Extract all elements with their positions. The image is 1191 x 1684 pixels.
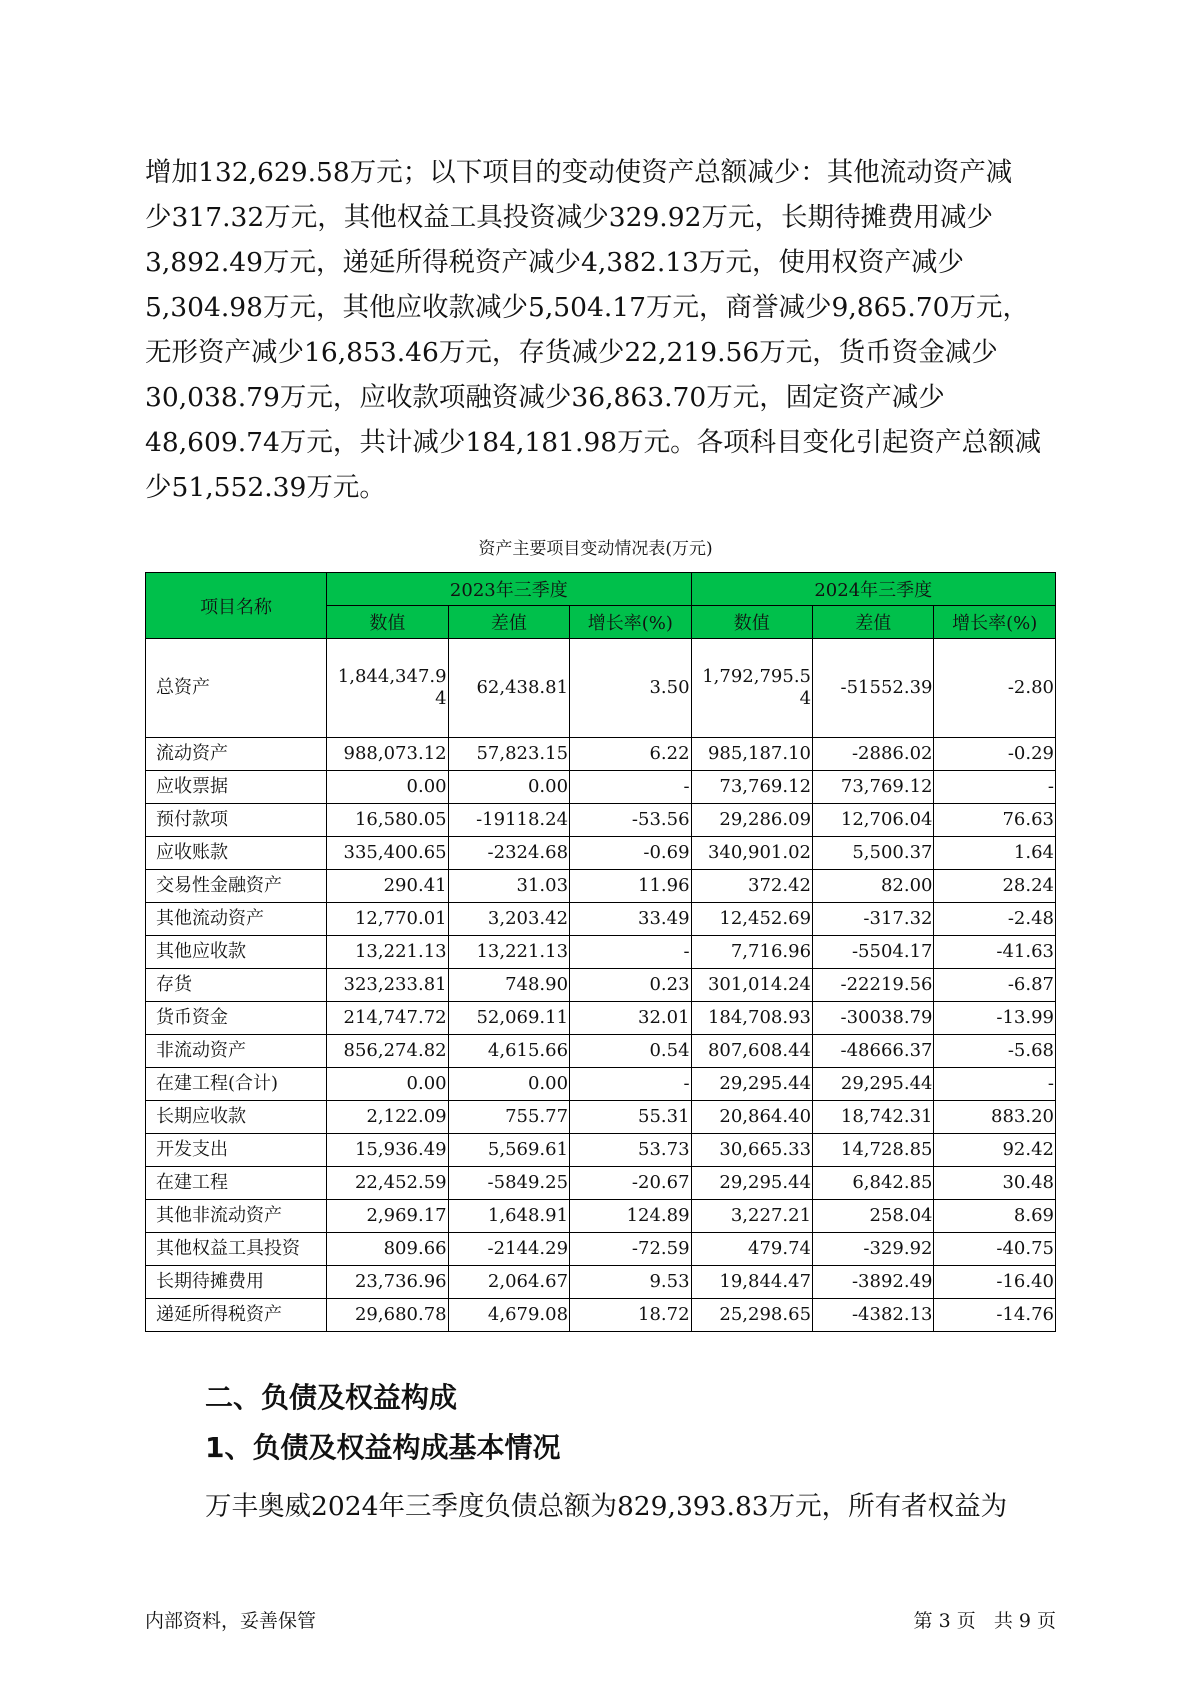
- row-value-cell: 883.20: [934, 1101, 1056, 1134]
- row-value-cell: 53.73: [570, 1134, 691, 1167]
- row-item-name: 长期待摊费用: [146, 1266, 327, 1299]
- asset-change-table: [145, 572, 1056, 1332]
- row-value-cell: 290.41: [327, 870, 448, 903]
- row-value-cell: 8.69: [934, 1200, 1056, 1233]
- row-value-cell: 988,073.12: [327, 738, 448, 771]
- row-item-name: 其他流动资产: [146, 903, 327, 936]
- row-value-cell: 0.54: [570, 1035, 691, 1068]
- header-diff-2023: 差值: [448, 606, 569, 639]
- row-value-cell: -5.68: [934, 1035, 1056, 1068]
- header-value-2024: 数值: [691, 606, 812, 639]
- tail-paragraph: [205, 1484, 1065, 1529]
- header-value-2023: 数值: [327, 606, 448, 639]
- header-period-2024: 2024年三季度: [691, 573, 1055, 606]
- intro-line: 少317.32万元，其他权益工具投资减少329.92万元，长期待摊费用减少: [145, 202, 993, 233]
- table-row: [146, 903, 1056, 936]
- row-value-cell: -: [570, 1068, 691, 1101]
- row-value-cell: 0.00: [327, 1068, 448, 1101]
- row-item-name: 货币资金: [146, 1002, 327, 1035]
- row-item-name: 在建工程(合计): [146, 1068, 327, 1101]
- row-item-name: 其他权益工具投资: [146, 1233, 327, 1266]
- row-value-cell: 1,648.91: [448, 1200, 569, 1233]
- row-item-name: 存货: [146, 969, 327, 1002]
- table-row: [146, 1068, 1056, 1101]
- row-item-name: 长期应收款: [146, 1101, 327, 1134]
- table-row: [146, 969, 1056, 1002]
- row-value-cell: 1,844,347.94: [327, 639, 448, 738]
- row-value-cell: 15,936.49: [327, 1134, 448, 1167]
- table-row: [146, 738, 1056, 771]
- row-item-name: 总资产: [146, 639, 327, 738]
- row-value-cell: 3,227.21: [691, 1200, 812, 1233]
- row-value-cell: -5504.17: [813, 936, 934, 969]
- row-value-cell: -48666.37: [813, 1035, 934, 1068]
- row-value-cell: -41.63: [934, 936, 1056, 969]
- row-value-cell: -40.75: [934, 1233, 1056, 1266]
- row-value-cell: 372.42: [691, 870, 812, 903]
- row-value-cell: 29,295.44: [691, 1167, 812, 1200]
- row-value-cell: 11.96: [570, 870, 691, 903]
- row-item-name: 非流动资产: [146, 1035, 327, 1068]
- row-value-cell: 18,742.31: [813, 1101, 934, 1134]
- row-value-cell: -0.29: [934, 738, 1056, 771]
- row-value-cell: -16.40: [934, 1266, 1056, 1299]
- table-row: [146, 837, 1056, 870]
- row-value-cell: 479.74: [691, 1233, 812, 1266]
- table-row: [146, 1035, 1056, 1068]
- intro-line: 少51,552.39万元。: [145, 472, 386, 503]
- row-value-cell: 73,769.12: [813, 771, 934, 804]
- row-value-cell: -30038.79: [813, 1002, 934, 1035]
- intro-line: 30,038.79万元，应收款项融资减少36,863.70万元，固定资产减少: [145, 382, 945, 413]
- table-body: [146, 639, 1056, 1332]
- row-value-cell: 32.01: [570, 1002, 691, 1035]
- row-value-cell: -22219.56: [813, 969, 934, 1002]
- table-row: [146, 1200, 1056, 1233]
- row-value-cell: -: [570, 771, 691, 804]
- header-period-2023: 2023年三季度: [327, 573, 691, 606]
- row-value-cell: 856,274.82: [327, 1035, 448, 1068]
- row-value-cell: 9.53: [570, 1266, 691, 1299]
- row-value-cell: 4,679.08: [448, 1299, 569, 1332]
- table-row: [146, 1233, 1056, 1266]
- row-value-cell: -5849.25: [448, 1167, 569, 1200]
- row-value-cell: 809.66: [327, 1233, 448, 1266]
- row-value-cell: 29,680.78: [327, 1299, 448, 1332]
- row-value-cell: 57,823.15: [448, 738, 569, 771]
- row-value-cell: 0.00: [327, 771, 448, 804]
- table-row: [146, 639, 1056, 738]
- row-value-cell: 28.24: [934, 870, 1056, 903]
- row-value-cell: 258.04: [813, 1200, 934, 1233]
- row-value-cell: 23,736.96: [327, 1266, 448, 1299]
- row-value-cell: 2,969.17: [327, 1200, 448, 1233]
- row-value-cell: 184,708.93: [691, 1002, 812, 1035]
- row-value-cell: 16,580.05: [327, 804, 448, 837]
- tail-text: 万丰奥威2024年三季度负债总额为829,393.83万元，所有者权益为: [205, 1491, 1008, 1522]
- row-value-cell: 30,665.33: [691, 1134, 812, 1167]
- row-value-cell: 55.31: [570, 1101, 691, 1134]
- row-value-cell: 1,792,795.54: [691, 639, 812, 738]
- row-value-cell: 335,400.65: [327, 837, 448, 870]
- row-value-cell: 29,286.09: [691, 804, 812, 837]
- row-value-cell: 4,615.66: [448, 1035, 569, 1068]
- intro-line: 增加132,629.58万元；以下项目的变动使资产总额减少：其他流动资产减: [145, 157, 1013, 188]
- row-value-cell: 19,844.47: [691, 1266, 812, 1299]
- subsection-heading: 1、负债及权益构成基本情况: [205, 1431, 561, 1464]
- row-value-cell: -53.56: [570, 804, 691, 837]
- row-item-name: 开发支出: [146, 1134, 327, 1167]
- row-value-cell: 22,452.59: [327, 1167, 448, 1200]
- table-row: [146, 1002, 1056, 1035]
- row-value-cell: 73,769.12: [691, 771, 812, 804]
- intro-paragraph: [145, 150, 1055, 510]
- row-value-cell: 2,064.67: [448, 1266, 569, 1299]
- intro-line: 无形资产减少16,853.46万元，存货减少22,219.56万元，货币资金减少: [145, 337, 998, 368]
- table-caption: 资产主要项目变动情况表(万元): [478, 539, 713, 559]
- row-value-cell: 76.63: [934, 804, 1056, 837]
- table-row: [146, 1134, 1056, 1167]
- row-value-cell: 18.72: [570, 1299, 691, 1332]
- row-value-cell: 52,069.11: [448, 1002, 569, 1035]
- row-item-name: 其他应收款: [146, 936, 327, 969]
- table-row: [146, 936, 1056, 969]
- header-growth-2024: 增长率(%): [934, 606, 1056, 639]
- row-value-cell: 755.77: [448, 1101, 569, 1134]
- row-item-name: 递延所得税资产: [146, 1299, 327, 1332]
- row-value-cell: -: [934, 1068, 1056, 1101]
- table-row: [146, 1101, 1056, 1134]
- row-value-cell: 0.23: [570, 969, 691, 1002]
- section-heading: 二、负债及权益构成: [205, 1381, 458, 1414]
- row-value-cell: 0.00: [448, 1068, 569, 1101]
- table-row: [146, 1266, 1056, 1299]
- row-value-cell: 323,233.81: [327, 969, 448, 1002]
- row-value-cell: -2324.68: [448, 837, 569, 870]
- row-value-cell: 13,221.13: [327, 936, 448, 969]
- row-item-name: 在建工程: [146, 1167, 327, 1200]
- row-value-cell: -2886.02: [813, 738, 934, 771]
- header-growth-2023: 增长率(%): [570, 606, 691, 639]
- table-row: [146, 804, 1056, 837]
- row-value-cell: 92.42: [934, 1134, 1056, 1167]
- header-item-name: 项目名称: [146, 573, 327, 639]
- row-value-cell: -20.67: [570, 1167, 691, 1200]
- footer-page-number: 第 3 页 共 9 页: [913, 1610, 1056, 1632]
- row-value-cell: 14,728.85: [813, 1134, 934, 1167]
- row-value-cell: 30.48: [934, 1167, 1056, 1200]
- intro-line: 48,609.74万元，共计减少184,181.98万元。各项科目变化引起资产总额减: [145, 427, 1042, 458]
- row-value-cell: 5,500.37: [813, 837, 934, 870]
- row-item-name: 应收票据: [146, 771, 327, 804]
- row-value-cell: -6.87: [934, 969, 1056, 1002]
- table-row: [146, 870, 1056, 903]
- row-value-cell: -3892.49: [813, 1266, 934, 1299]
- row-value-cell: 25,298.65: [691, 1299, 812, 1332]
- row-value-cell: 13,221.13: [448, 936, 569, 969]
- row-value-cell: -19118.24: [448, 804, 569, 837]
- row-item-name: 流动资产: [146, 738, 327, 771]
- row-value-cell: 5,569.61: [448, 1134, 569, 1167]
- row-value-cell: -4382.13: [813, 1299, 934, 1332]
- row-value-cell: 20,864.40: [691, 1101, 812, 1134]
- row-value-cell: 2,122.09: [327, 1101, 448, 1134]
- row-value-cell: -2.80: [934, 639, 1056, 738]
- row-value-cell: 33.49: [570, 903, 691, 936]
- row-value-cell: 0.00: [448, 771, 569, 804]
- header-diff-2024: 差值: [813, 606, 934, 639]
- row-value-cell: 6,842.85: [813, 1167, 934, 1200]
- row-item-name: 其他非流动资产: [146, 1200, 327, 1233]
- row-value-cell: -: [570, 936, 691, 969]
- row-value-cell: 12,770.01: [327, 903, 448, 936]
- row-value-cell: -: [934, 771, 1056, 804]
- row-value-cell: 7,716.96: [691, 936, 812, 969]
- row-value-cell: 340,901.02: [691, 837, 812, 870]
- row-value-cell: 124.89: [570, 1200, 691, 1233]
- row-value-cell: -317.32: [813, 903, 934, 936]
- row-value-cell: -0.69: [570, 837, 691, 870]
- row-item-name: 应收账款: [146, 837, 327, 870]
- row-value-cell: 748.90: [448, 969, 569, 1002]
- table-row: [146, 1167, 1056, 1200]
- row-value-cell: -14.76: [934, 1299, 1056, 1332]
- row-value-cell: 62,438.81: [448, 639, 569, 738]
- row-value-cell: 301,014.24: [691, 969, 812, 1002]
- row-value-cell: -329.92: [813, 1233, 934, 1266]
- row-value-cell: 807,608.44: [691, 1035, 812, 1068]
- row-value-cell: 29,295.44: [691, 1068, 812, 1101]
- row-value-cell: 985,187.10: [691, 738, 812, 771]
- row-value-cell: 3.50: [570, 639, 691, 738]
- row-value-cell: 1.64: [934, 837, 1056, 870]
- row-value-cell: 3,203.42: [448, 903, 569, 936]
- row-value-cell: -2144.29: [448, 1233, 569, 1266]
- row-item-name: 预付款项: [146, 804, 327, 837]
- row-value-cell: -2.48: [934, 903, 1056, 936]
- footer-confidential: 内部资料，妥善保管: [145, 1610, 317, 1632]
- row-value-cell: 6.22: [570, 738, 691, 771]
- row-value-cell: -51552.39: [813, 639, 934, 738]
- intro-line: 5,304.98万元，其他应收款减少5,504.17万元，商誉减少9,865.70万元，: [145, 292, 1030, 323]
- row-value-cell: 31.03: [448, 870, 569, 903]
- row-value-cell: 12,706.04: [813, 804, 934, 837]
- row-value-cell: 214,747.72: [327, 1002, 448, 1035]
- row-item-name: 交易性金融资产: [146, 870, 327, 903]
- row-value-cell: -13.99: [934, 1002, 1056, 1035]
- row-value-cell: 82.00: [813, 870, 934, 903]
- row-value-cell: -72.59: [570, 1233, 691, 1266]
- intro-line: 3,892.49万元，递延所得税资产减少4,382.13万元，使用权资产减少: [145, 247, 965, 278]
- table-row: [146, 1299, 1056, 1332]
- row-value-cell: 12,452.69: [691, 903, 812, 936]
- table-row: [146, 771, 1056, 804]
- row-value-cell: 29,295.44: [813, 1068, 934, 1101]
